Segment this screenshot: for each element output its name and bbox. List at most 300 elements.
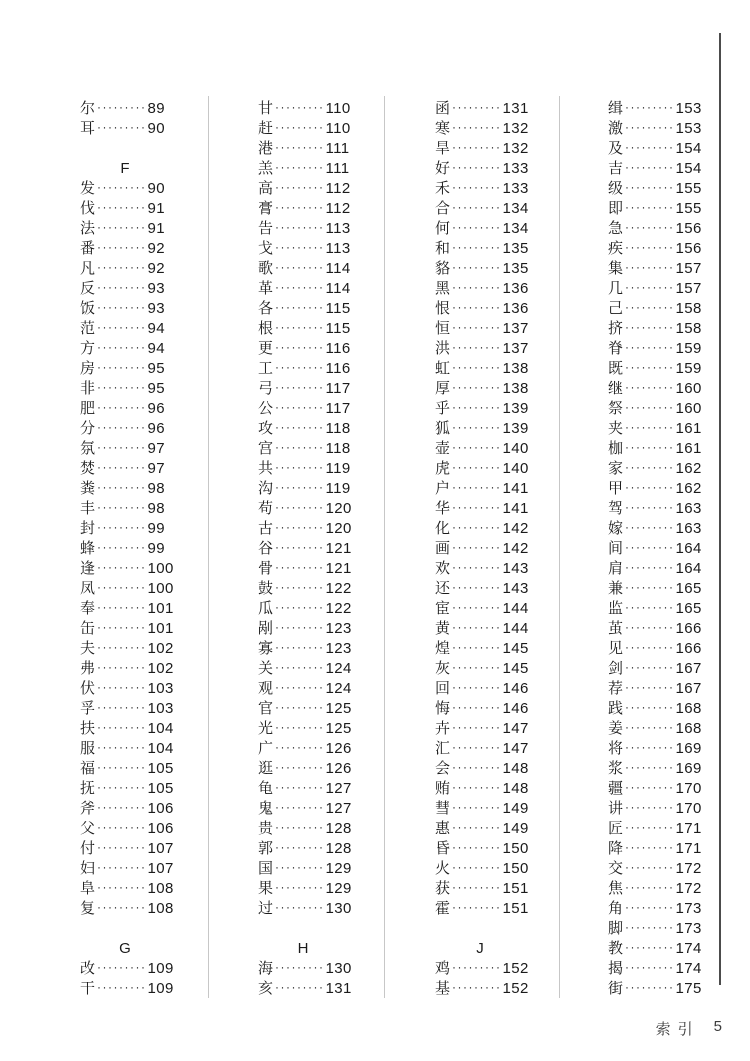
entry-page-number: 113 [325, 239, 351, 257]
entry-page-number: 168 [675, 719, 702, 737]
index-row [608, 518, 702, 538]
index-row [435, 658, 529, 678]
index-row [258, 658, 352, 678]
index-row [258, 798, 352, 818]
leader-dots: ········· [625, 460, 675, 474]
entry-page-number: 122 [325, 599, 352, 617]
leader-dots: ········· [452, 900, 502, 914]
leader-dots: ········· [625, 160, 675, 174]
entry-page-number: 110 [325, 99, 351, 117]
entry-character: 级 [608, 179, 624, 197]
entry-character: 港 [258, 139, 274, 157]
entry-page-number: 136 [502, 299, 529, 317]
entry-page-number: 91 [147, 199, 165, 217]
leader-dots: ········· [97, 560, 147, 574]
leader-dots: ········· [97, 880, 147, 894]
entry-character: 更 [258, 339, 274, 357]
entry-page-number: 120 [325, 499, 352, 517]
leader-dots: ········· [97, 860, 147, 874]
index-row [608, 258, 702, 278]
leader-dots: ········· [452, 300, 502, 314]
leader-dots: ········· [275, 680, 325, 694]
leader-dots: ········· [452, 780, 502, 794]
entry-character: 函 [435, 99, 451, 117]
entry-page-number: 128 [325, 839, 352, 857]
leader-dots: ········· [625, 520, 675, 534]
entry-character: 和 [435, 239, 451, 257]
index-row [80, 618, 174, 638]
index-row [80, 538, 170, 558]
leader-dots: ········· [452, 660, 502, 674]
entry-page-number: 163 [675, 499, 702, 517]
leader-dots: ········· [97, 460, 147, 474]
entry-character: 古 [258, 519, 274, 537]
entry-page-number: 139 [502, 399, 529, 417]
entry-page-number: 130 [325, 899, 352, 917]
index-row [608, 238, 702, 258]
entry-character: 黄 [435, 619, 451, 637]
entry-page-number: 153 [675, 119, 702, 137]
leader-dots: ········· [452, 880, 502, 894]
index-row [435, 258, 529, 278]
index-row [258, 758, 352, 778]
leader-dots: ········· [452, 960, 502, 974]
entry-character: 羔 [258, 159, 274, 177]
entry-page-number: 171 [675, 819, 702, 837]
leader-dots: ········· [625, 140, 675, 154]
leader-dots: ········· [452, 500, 502, 514]
leader-dots: ········· [625, 960, 675, 974]
entry-page-number: 137 [502, 319, 529, 337]
index-row [80, 138, 170, 158]
leader-dots: ········· [625, 660, 675, 674]
entry-page-number: 161 [675, 419, 702, 437]
entry-page-number: 170 [675, 779, 702, 797]
index-row [435, 438, 529, 458]
leader-dots: ········· [97, 600, 147, 614]
index-row [80, 638, 174, 658]
index-row [80, 258, 170, 278]
leader-dots: ········· [275, 180, 325, 194]
index-row [435, 358, 529, 378]
index-row [80, 798, 174, 818]
entry-page-number: 144 [502, 599, 529, 617]
index-row [608, 158, 702, 178]
entry-character: 范 [80, 319, 96, 337]
entry-page-number: 100 [147, 559, 174, 577]
leader-dots: ········· [275, 500, 325, 514]
entry-character: 亥 [258, 979, 274, 997]
index-row [608, 378, 702, 398]
leader-dots: ········· [275, 540, 325, 554]
entry-page-number: 140 [502, 439, 529, 457]
leader-dots: ········· [452, 320, 502, 334]
entry-page-number: 165 [675, 599, 702, 617]
entry-page-number: 173 [675, 919, 702, 937]
index-row [258, 178, 351, 198]
entry-character: 肥 [80, 399, 96, 417]
entry-page-number: 135 [502, 259, 529, 277]
leader-dots: ········· [275, 760, 325, 774]
entry-character: 工 [258, 359, 274, 377]
index-row [80, 418, 170, 438]
entry-character: 过 [258, 899, 274, 917]
index-row [80, 478, 170, 498]
entry-page-number: 132 [502, 119, 529, 137]
entry-page-number: 105 [147, 779, 174, 797]
entry-character: 缉 [608, 99, 624, 117]
entry-character: 孚 [80, 699, 96, 717]
entry-page-number: 99 [147, 539, 165, 557]
entry-character: 甘 [258, 99, 274, 117]
index-row [80, 878, 174, 898]
entry-character: 何 [435, 219, 451, 237]
leader-dots: ········· [275, 900, 325, 914]
entry-character: 会 [435, 759, 451, 777]
entry-character: 好 [435, 159, 451, 177]
index-row [608, 598, 702, 618]
entry-character: 煌 [435, 639, 451, 657]
entry-character: 扶 [80, 719, 96, 737]
entry-character: 斧 [80, 799, 96, 817]
entry-page-number: 111 [325, 139, 350, 157]
entry-character: 还 [435, 579, 451, 597]
index-row [80, 518, 170, 538]
entry-page-number: 157 [675, 279, 702, 297]
entry-character: 貉 [435, 259, 451, 277]
index-row [435, 118, 529, 138]
entry-character: 画 [435, 539, 451, 557]
index-row [80, 978, 174, 998]
index-row [80, 898, 174, 918]
leader-dots: ········· [275, 820, 325, 834]
entry-character: 告 [258, 219, 274, 237]
index-row [608, 138, 702, 158]
index-row [608, 758, 702, 778]
entry-character: 基 [435, 979, 451, 997]
entry-character: 剑 [608, 659, 624, 677]
entry-character: 挤 [608, 319, 624, 337]
index-row [435, 798, 529, 818]
entry-page-number: 166 [675, 639, 702, 657]
leader-dots: ········· [625, 220, 675, 234]
entry-character: 吉 [608, 159, 624, 177]
leader-dots: ········· [97, 520, 147, 534]
entry-character: 广 [258, 739, 274, 757]
entry-character: 欢 [435, 559, 451, 577]
leader-dots: ········· [97, 760, 147, 774]
index-row [258, 638, 352, 658]
leader-dots: ········· [625, 640, 675, 654]
leader-dots: ········· [452, 100, 502, 114]
index-row [435, 458, 529, 478]
leader-dots: ········· [452, 820, 502, 834]
entry-page-number: 141 [502, 479, 529, 497]
index-row [80, 198, 170, 218]
entry-character: 改 [80, 959, 96, 977]
leader-dots: ········· [625, 800, 675, 814]
index-row [608, 778, 702, 798]
leader-dots: ········· [97, 960, 147, 974]
leader-dots: ········· [97, 840, 147, 854]
entry-page-number: 141 [502, 499, 529, 517]
entry-page-number: 173 [675, 899, 702, 917]
entry-character: 凡 [80, 259, 96, 277]
entry-character: 华 [435, 499, 451, 517]
leader-dots: ········· [275, 140, 325, 154]
entry-character: 复 [80, 899, 96, 917]
entry-character: 家 [608, 459, 624, 477]
index-row [258, 478, 351, 498]
entry-character: 官 [258, 699, 274, 717]
entry-page-number: 174 [675, 939, 702, 957]
entry-page-number: 154 [675, 159, 702, 177]
index-row [608, 578, 702, 598]
index-row [258, 818, 352, 838]
index-row [80, 678, 174, 698]
entry-character: 尔 [80, 99, 96, 117]
entry-character: 封 [80, 519, 96, 537]
index-row [435, 98, 529, 118]
entry-page-number: 146 [502, 699, 529, 717]
entry-page-number: 159 [675, 339, 702, 357]
entry-page-number: 112 [325, 179, 351, 197]
entry-character: 嫁 [608, 519, 624, 537]
entry-page-number: 130 [325, 959, 352, 977]
leader-dots: ········· [452, 540, 502, 554]
entry-page-number: 167 [675, 659, 702, 677]
index-row [258, 898, 352, 918]
leader-dots: ········· [275, 380, 325, 394]
leader-dots: ········· [97, 500, 147, 514]
index-row [258, 218, 351, 238]
index-row [80, 918, 170, 938]
index-row [608, 858, 702, 878]
entry-character: 惠 [435, 819, 451, 837]
index-row [258, 238, 351, 258]
index-row [435, 778, 529, 798]
leader-dots: ········· [625, 880, 675, 894]
leader-dots: ········· [452, 220, 502, 234]
entry-character: 宦 [435, 599, 451, 617]
entry-character: 茧 [608, 619, 624, 637]
leader-dots: ········· [97, 580, 147, 594]
entry-page-number: 131 [502, 99, 529, 117]
entry-character: 霍 [435, 899, 451, 917]
index-row [435, 278, 529, 298]
entry-character: 荐 [608, 679, 624, 697]
leader-dots: ········· [452, 460, 502, 474]
entry-character: 甲 [608, 479, 624, 497]
entry-character: 关 [258, 659, 274, 677]
leader-dots: ········· [275, 260, 325, 274]
entry-page-number: 124 [325, 679, 352, 697]
entry-character: 骨 [258, 559, 274, 577]
leader-dots: ········· [625, 940, 675, 954]
entry-page-number: 102 [147, 639, 174, 657]
entry-character: 鼓 [258, 579, 274, 597]
index-row [608, 198, 702, 218]
entry-character: 阜 [80, 879, 96, 897]
index-row [80, 398, 170, 418]
index-row [258, 938, 348, 958]
entry-page-number: 152 [502, 979, 529, 997]
entry-character: 鸡 [435, 959, 451, 977]
entry-character: 奉 [80, 599, 96, 617]
entry-page-number: 125 [325, 719, 352, 737]
entry-page-number: 118 [325, 419, 351, 437]
entry-page-number: 157 [675, 259, 702, 277]
entry-page-number: 145 [502, 659, 529, 677]
entry-page-number: 148 [502, 779, 529, 797]
entry-character: 姜 [608, 719, 624, 737]
index-row [608, 838, 702, 858]
index-row [258, 978, 352, 998]
leader-dots: ········· [97, 300, 147, 314]
leader-dots: ········· [625, 340, 675, 354]
leader-dots: ········· [625, 200, 675, 214]
entry-character: 膏 [258, 199, 274, 217]
entry-page-number: 109 [147, 979, 174, 997]
leader-dots: ········· [452, 260, 502, 274]
entry-character: 妇 [80, 859, 96, 877]
leader-dots: ········· [97, 340, 147, 354]
index-row [608, 958, 702, 978]
entry-character: 丰 [80, 499, 96, 517]
index-row [258, 558, 352, 578]
entry-page-number: 150 [502, 839, 529, 857]
index-row [80, 438, 170, 458]
index-row [258, 838, 352, 858]
index-row [258, 618, 352, 638]
index-row [80, 818, 174, 838]
leader-dots: ········· [275, 420, 325, 434]
entry-character: 监 [608, 599, 624, 617]
entry-page-number: 94 [147, 319, 165, 337]
entry-page-number: 106 [147, 799, 174, 817]
entry-character: 海 [258, 959, 274, 977]
index-row [258, 878, 352, 898]
leader-dots: ········· [625, 540, 675, 554]
leader-dots: ········· [625, 480, 675, 494]
index-row [258, 958, 352, 978]
entry-character: 寡 [258, 639, 274, 657]
index-row [80, 498, 170, 518]
index-row [258, 578, 352, 598]
entry-character: 间 [608, 539, 624, 557]
entry-character: 集 [608, 259, 624, 277]
section-letter: H [297, 939, 309, 957]
entry-page-number: 106 [147, 819, 174, 837]
entry-page-number: 156 [675, 239, 702, 257]
entry-character: 干 [80, 979, 96, 997]
entry-character: 光 [258, 719, 274, 737]
entry-character: 昏 [435, 839, 451, 857]
entry-page-number: 151 [502, 899, 529, 917]
index-row [80, 378, 170, 398]
leader-dots: ········· [625, 260, 675, 274]
index-row [258, 318, 351, 338]
index-row [608, 118, 702, 138]
entry-character: 恒 [435, 319, 451, 337]
entry-page-number: 99 [147, 519, 165, 537]
entry-page-number: 164 [675, 539, 702, 557]
entry-page-number: 160 [675, 379, 702, 397]
index-row [435, 158, 529, 178]
entry-page-number: 100 [147, 579, 174, 597]
entry-character: 厚 [435, 379, 451, 397]
entry-character: 旱 [435, 139, 451, 157]
entry-page-number: 115 [325, 319, 351, 337]
entry-character: 回 [435, 679, 451, 697]
entry-page-number: 131 [325, 979, 352, 997]
leader-dots: ········· [97, 400, 147, 414]
leader-dots: ········· [625, 360, 675, 374]
entry-character: 灰 [435, 659, 451, 677]
entry-page-number: 146 [502, 679, 529, 697]
index-row [80, 778, 174, 798]
index-row [258, 118, 351, 138]
index-row [435, 698, 529, 718]
index-row [608, 438, 702, 458]
index-row [608, 178, 702, 198]
index-row [435, 538, 529, 558]
index-row [608, 738, 702, 758]
leader-dots: ········· [275, 220, 325, 234]
entry-page-number: 139 [502, 419, 529, 437]
index-row [435, 498, 529, 518]
index-row [435, 398, 529, 418]
entry-character: 汇 [435, 739, 451, 757]
entry-page-number: 113 [325, 219, 351, 237]
entry-page-number: 158 [675, 299, 702, 317]
index-row [435, 518, 529, 538]
entry-character: 壶 [435, 439, 451, 457]
index-row [608, 978, 702, 998]
entry-character: 悔 [435, 699, 451, 717]
entry-character: 彗 [435, 799, 451, 817]
entry-character: 逢 [80, 559, 96, 577]
entry-character: 疾 [608, 239, 624, 257]
entry-character: 革 [258, 279, 274, 297]
entry-page-number: 116 [325, 339, 351, 357]
entry-character: 弓 [258, 379, 274, 397]
index-row [435, 218, 529, 238]
entry-character: 夹 [608, 419, 624, 437]
entry-character: 讲 [608, 799, 624, 817]
leader-dots: ········· [97, 740, 147, 754]
entry-page-number: 128 [325, 819, 352, 837]
entry-character: 继 [608, 379, 624, 397]
entry-character: 氛 [80, 439, 96, 457]
section-letter: J [476, 939, 484, 957]
entry-page-number: 154 [675, 139, 702, 157]
entry-page-number: 138 [502, 359, 529, 377]
entry-character: 赶 [258, 119, 274, 137]
leader-dots: ········· [97, 100, 147, 114]
index-row [80, 158, 170, 178]
leader-dots: ········· [275, 360, 325, 374]
entry-character: 虹 [435, 359, 451, 377]
entry-character: 歌 [258, 259, 274, 277]
index-row [258, 858, 352, 878]
entry-character: 疆 [608, 779, 624, 797]
index-row [435, 718, 529, 738]
leader-dots: ········· [452, 600, 502, 614]
index-row [80, 578, 174, 598]
entry-page-number: 172 [675, 859, 702, 877]
entry-page-number: 142 [502, 519, 529, 537]
